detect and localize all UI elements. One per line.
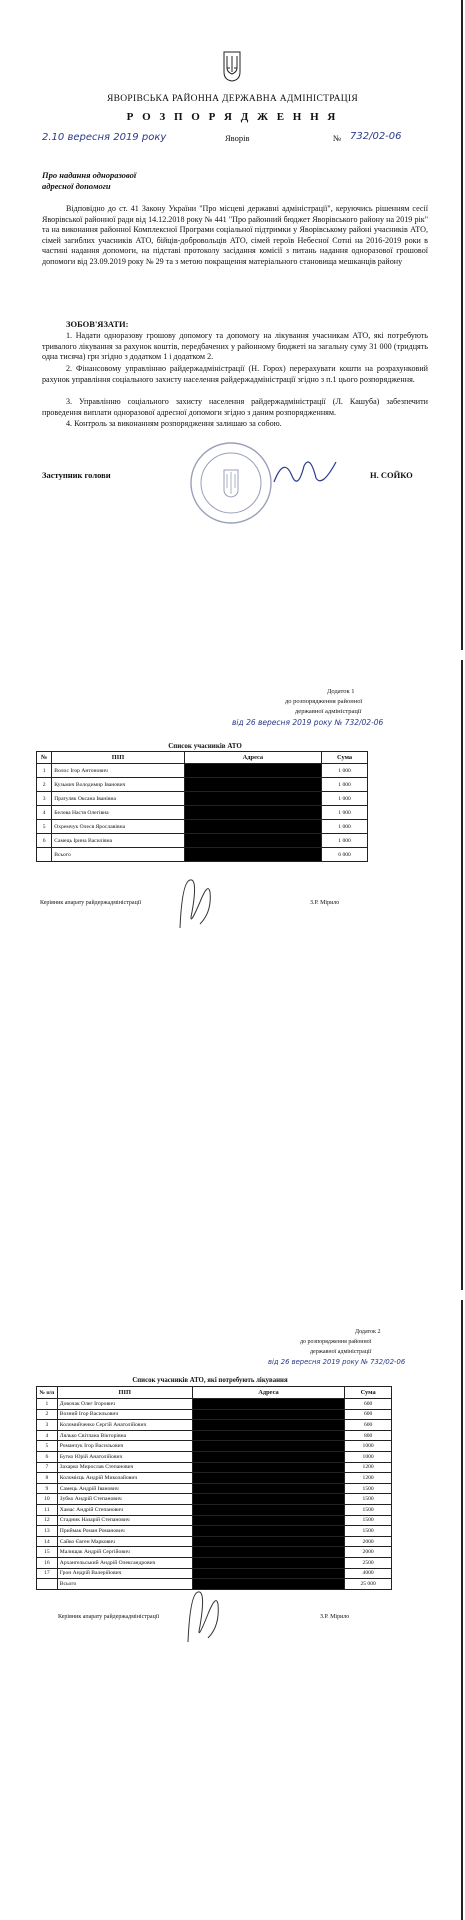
table-row xyxy=(37,1451,392,1462)
row-number-cell: 8 xyxy=(37,1473,58,1484)
page-annex-2 xyxy=(0,1300,465,1920)
row-name-cell: Пратуляк Оксана Іванівна xyxy=(52,792,184,806)
table-row xyxy=(37,1441,392,1452)
row-sum-cell: 1 000 xyxy=(322,806,368,820)
row-number-cell: 14 xyxy=(37,1536,58,1547)
order-item-2: 2. Фінансовому управлінню райдержадміністрації (Н. Горох) перерахувати кошти на розрахунковий рахунок управління соціального захисту населення райдержадміністрації згідно з п.1 цього розпорядження. xyxy=(42,364,428,384)
row-sum-cell: 4000 xyxy=(345,1568,392,1579)
table-row xyxy=(37,1515,392,1526)
column-header-number: № xyxy=(37,752,52,764)
row-name-cell: Возний Ігор Васильович xyxy=(57,1409,192,1420)
city-label: Яворів xyxy=(225,133,250,143)
row-sum-cell: 1 000 xyxy=(322,764,368,778)
row-number-cell: 5 xyxy=(37,820,52,834)
official-stamp-icon xyxy=(188,440,274,526)
table-row xyxy=(37,1536,392,1547)
row-name-cell: Бутко Юрій Анатолійович xyxy=(57,1451,192,1462)
table-row xyxy=(37,1430,392,1441)
redacted-address-cell xyxy=(192,1526,345,1537)
redacted-address-cell xyxy=(184,806,321,820)
subject-line-1: Про надання одноразової xyxy=(42,170,137,180)
annex-2-line-2: до розпорядження районної xyxy=(300,1339,372,1345)
column-header-name: ПІП xyxy=(52,752,184,764)
row-number-cell: 13 xyxy=(37,1526,58,1537)
table-row xyxy=(37,806,368,820)
row-number-cell: 1 xyxy=(37,764,52,778)
column-header-address: Адреса xyxy=(192,1387,345,1399)
annex-2-table xyxy=(36,1386,392,1590)
handwritten-number: 732/02-06 xyxy=(350,131,402,142)
row-sum-cell: 1500 xyxy=(345,1515,392,1526)
row-sum-cell: 1 000 xyxy=(322,834,368,848)
redacted-address-cell xyxy=(192,1430,345,1441)
row-sum-cell: 600 xyxy=(345,1399,392,1410)
redacted-address-cell xyxy=(192,1409,345,1420)
row-number-cell: 2 xyxy=(37,778,52,792)
row-sum-cell: 2000 xyxy=(345,1536,392,1547)
annex-1-title: Додаток 1 xyxy=(327,688,355,695)
redacted-address-cell xyxy=(192,1557,345,1568)
redacted-address-cell xyxy=(192,1441,345,1452)
redacted-address-cell xyxy=(192,1504,345,1515)
row-sum-cell: 1500 xyxy=(345,1504,392,1515)
redacted-address-cell xyxy=(184,792,321,806)
column-header-name: ПІП xyxy=(57,1387,192,1399)
row-sum-cell: 1000 xyxy=(345,1441,392,1452)
redacted-address-cell xyxy=(192,1451,345,1462)
table-row xyxy=(37,1494,392,1505)
redacted-address-cell xyxy=(192,1420,345,1431)
redacted-address-cell xyxy=(192,1483,345,1494)
row-number-cell: 4 xyxy=(37,806,52,820)
redacted-address-cell xyxy=(192,1547,345,1558)
row-name-cell: Коломийченко Сергій Анатолійович xyxy=(57,1420,192,1431)
redacted-address-cell xyxy=(192,1536,345,1547)
order-item-4: 4. Контроль за виконанням розпорядження залишаю за собою. xyxy=(66,419,282,428)
annex-1-footer-right: З.Р. Мірило xyxy=(310,900,340,906)
row-number-cell: 2 xyxy=(37,1409,58,1420)
row-number-cell: 9 xyxy=(37,1483,58,1494)
row-number-cell: 12 xyxy=(37,1515,58,1526)
annex-1-line-3: державної адміністрації xyxy=(295,708,362,715)
table-row xyxy=(37,834,368,848)
row-number-cell: 5 xyxy=(37,1441,58,1452)
table-row xyxy=(37,1568,392,1579)
signature-icon xyxy=(170,872,218,932)
page-edge-line xyxy=(461,1300,463,1920)
redacted-address-cell xyxy=(192,1568,345,1579)
row-sum-cell: 600 xyxy=(345,1420,392,1431)
row-number-cell: 6 xyxy=(37,834,52,848)
row-name-cell: Белова Настя Олегівна xyxy=(52,806,184,820)
signer-title: Заступник голови xyxy=(42,470,111,480)
row-name-cell: Коломієць Андрій Миколайович xyxy=(57,1473,192,1484)
row-sum-cell: 1500 xyxy=(345,1483,392,1494)
row-sum-cell: 800 xyxy=(345,1430,392,1441)
annex-1-footer-left: Керівник апарату райдержадміністрації xyxy=(40,900,142,906)
row-number-cell: 4 xyxy=(37,1430,58,1441)
row-sum-cell: 2500 xyxy=(345,1557,392,1568)
row-number-cell: 11 xyxy=(37,1504,58,1515)
row-number-cell: 3 xyxy=(37,792,52,806)
total-label-cell: Всього xyxy=(57,1579,192,1590)
order-item-3: 3. Управлінню соціального захисту населення райдержадміністрації (Л. Кашуба) забезпечити проведення виплати одноразової адресної допомоги згідно з даним розпорядженням. xyxy=(42,397,428,417)
total-sum-cell: 25 000 xyxy=(345,1579,392,1590)
signer-name: Н. СОЙКО xyxy=(370,470,413,480)
table-row xyxy=(37,1557,392,1568)
column-header-sum: Сума xyxy=(322,752,368,764)
row-name-cell: Самець Ірина Василівна xyxy=(52,834,184,848)
row-name-cell: Охремчук Олеся Ярославівна xyxy=(52,820,184,834)
signature-icon xyxy=(270,452,340,492)
column-header-sum: Сума xyxy=(345,1387,392,1399)
row-sum-cell: 1 000 xyxy=(322,792,368,806)
annex-2-footer-right: З.Р. Мірило xyxy=(320,1614,350,1620)
row-number-cell: 6 xyxy=(37,1451,58,1462)
row-name-cell: Лялько Світлана Вікторівна xyxy=(57,1430,192,1441)
signature-icon xyxy=(178,1584,226,1646)
table-row xyxy=(37,778,368,792)
table-header-row xyxy=(37,752,368,764)
table-row xyxy=(37,1473,392,1484)
redacted-address-cell xyxy=(192,1462,345,1473)
row-name-cell: Приймак Роман Романович xyxy=(57,1526,192,1537)
row-number-cell: 15 xyxy=(37,1547,58,1558)
document-type-title: Р О З П О Р Я Д Ж Е Н Н Я xyxy=(126,111,339,123)
redacted-address-cell xyxy=(184,848,321,862)
row-name-cell: Самець Андрій Іванович xyxy=(57,1483,192,1494)
table-row xyxy=(37,764,368,778)
total-label-cell: Всього xyxy=(52,848,184,862)
row-number-cell: 10 xyxy=(37,1494,58,1505)
table-row xyxy=(37,1526,392,1537)
redacted-address-cell xyxy=(192,1494,345,1505)
row-name-cell: Архангельський Андрій Олександрович xyxy=(57,1557,192,1568)
table-row xyxy=(37,792,368,806)
row-name-cell: Зубко Андрій Степанович xyxy=(57,1494,192,1505)
row-sum-cell: 1500 xyxy=(345,1494,392,1505)
handwritten-date: 2.10 вересня 2019 року xyxy=(42,132,167,143)
row-name-cell: Хамас Андрій Степанович xyxy=(57,1504,192,1515)
annex-1-line-2: до розпорядження районної xyxy=(285,698,363,705)
total-empty-cell xyxy=(37,848,52,862)
redacted-address-cell xyxy=(192,1399,345,1410)
row-name-cell: Грон Андрій Валерійович xyxy=(57,1568,192,1579)
redacted-address-cell xyxy=(192,1515,345,1526)
redacted-address-cell xyxy=(192,1473,345,1484)
page-order xyxy=(0,0,465,650)
table-row xyxy=(37,1462,392,1473)
trident-coat-of-arms-icon xyxy=(222,50,242,82)
annex-1-table xyxy=(36,751,368,862)
row-number-cell: 1 xyxy=(37,1399,58,1410)
page-annex-1 xyxy=(0,660,465,1290)
table-row xyxy=(37,1483,392,1494)
number-label: № xyxy=(333,133,342,143)
row-sum-cell: 1 000 xyxy=(322,778,368,792)
row-sum-cell: 2000 xyxy=(345,1547,392,1558)
row-name-cell: Романчук Ігор Васильович xyxy=(57,1441,192,1452)
row-name-cell: Кузьмич Володимир Іванович xyxy=(52,778,184,792)
table-row xyxy=(37,1547,392,1558)
intro-paragraph: Відповідно до ст. 41 Закону України "Про місцеві державні адміністрації", керуючись рішенням сесії Яворівської районної ради від 14.12.2018 року № 441 "Про районний бюджет Яворівського району на 2019 рік" та на виконання районної Комплексної Програми соціальної підтримки у Яворівському районі учасників АТО, сімей загиблих учасників АТО, бійців-добровольців АТО, сімей героїв Небесної Сотні на 2016-2019 роки в частині надання допомоги, на підставі протоколу засідання комісії з питань надання одноразової грошової допомоги від 23.09.2019 року № 29 та з метою покращення матеріального становища мешканців району xyxy=(42,204,428,266)
column-header-address: Адреса xyxy=(184,752,321,764)
row-sum-cell: 1 000 xyxy=(322,820,368,834)
total-empty-cell xyxy=(37,1579,58,1590)
row-number-cell: 7 xyxy=(37,1462,58,1473)
table-row xyxy=(37,1504,392,1515)
annex-2-table-title: Список учасників АТО, які потребують лікування xyxy=(132,1377,288,1384)
row-name-cell: Малищак Андрій Сергійович xyxy=(57,1547,192,1558)
table-row xyxy=(37,1420,392,1431)
redacted-address-cell xyxy=(184,834,321,848)
row-name-cell: Захарко Мирослав Степанович xyxy=(57,1462,192,1473)
annex-1-table-title: Список учасників АТО xyxy=(168,742,242,750)
row-name-cell: Волос Ігор Антонович xyxy=(52,764,184,778)
row-sum-cell: 600 xyxy=(345,1409,392,1420)
row-name-cell: Довочак Олег Ігорович xyxy=(57,1399,192,1410)
page-edge-line xyxy=(461,660,463,1290)
row-name-cell: Сайко Євген Маркович xyxy=(57,1536,192,1547)
order-item-1: 1. Надати одноразову грошову допомогу та допомогу на лікування учасникам АТО, які потребують тривалого лікування за рахунок коштів, передбачених у районному бюджеті на загальну суму 31 000 (тридцять одна тисяча) грн згідно з додатком 1 і додатком 2. xyxy=(42,331,428,362)
column-header-number: № п/п xyxy=(37,1387,58,1399)
row-number-cell: 3 xyxy=(37,1420,58,1431)
annex-2-footer-left: Керівник апарату райдержадміністрації xyxy=(58,1614,160,1620)
table-header-row xyxy=(37,1387,392,1399)
redacted-address-cell xyxy=(184,778,321,792)
row-sum-cell: 1000 xyxy=(345,1451,392,1462)
obligate-heading: ЗОБОВ'ЯЗАТИ: xyxy=(66,319,129,329)
admin-name: ЯВОРІВСЬКА РАЙОННА ДЕРЖАВНА АДМІНІСТРАЦІЯ xyxy=(106,94,359,104)
annex-1-handwritten-date: від 26 вересня 2019 року № 732/02-06 xyxy=(232,718,384,727)
row-sum-cell: 1200 xyxy=(345,1473,392,1484)
redacted-address-cell xyxy=(184,820,321,834)
table-row xyxy=(37,1409,392,1420)
total-sum-cell: 6 000 xyxy=(322,848,368,862)
row-number-cell: 17 xyxy=(37,1568,58,1579)
subject-line-2: адресної допомоги xyxy=(42,181,111,191)
annex-2-title: Додаток 2 xyxy=(355,1329,381,1335)
table-total-row xyxy=(37,848,368,862)
row-name-cell: Стадник Назарій Степанович xyxy=(57,1515,192,1526)
row-number-cell: 16 xyxy=(37,1557,58,1568)
row-sum-cell: 1200 xyxy=(345,1462,392,1473)
table-row xyxy=(37,820,368,834)
annex-2-line-3: державної адміністрації xyxy=(310,1349,372,1355)
table-row xyxy=(37,1399,392,1410)
annex-2-handwritten-date: від 26 вересня 2019 року № 732/02-06 xyxy=(268,1358,406,1366)
row-sum-cell: 1500 xyxy=(345,1526,392,1537)
redacted-address-cell xyxy=(184,764,321,778)
